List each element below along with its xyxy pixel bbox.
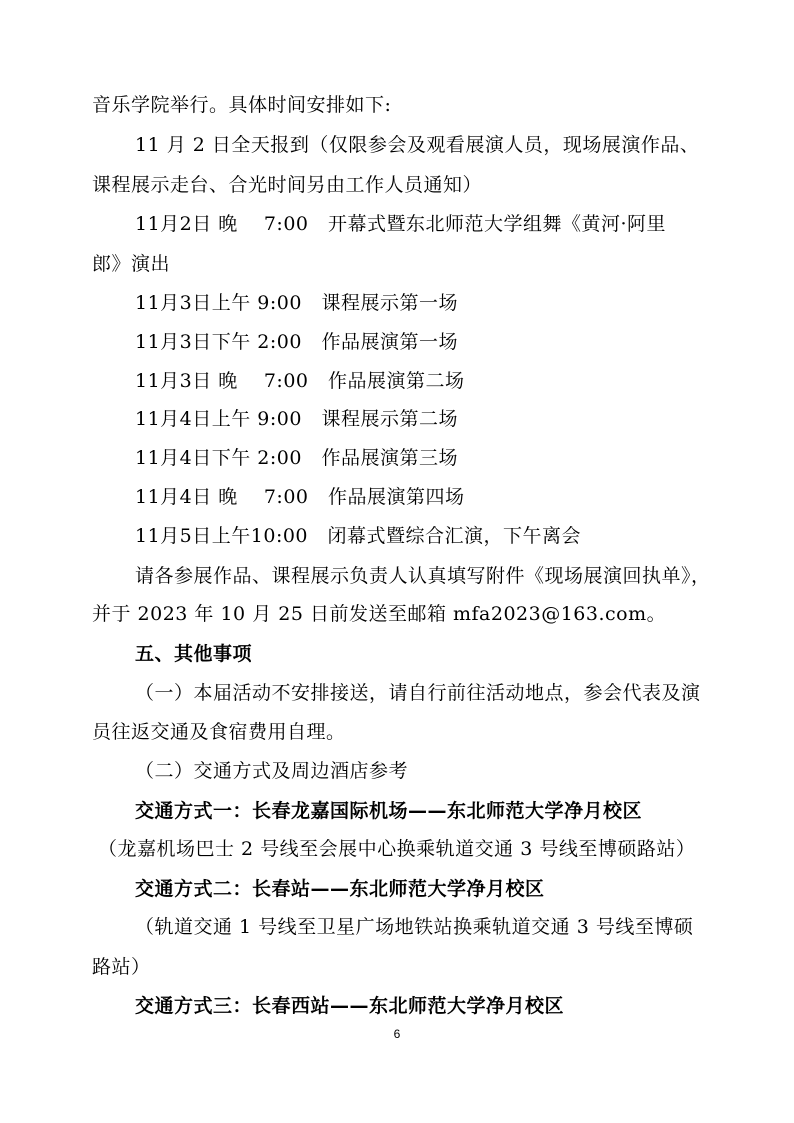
transport-heading: 交通方式三：长春西站——东北师范大学净月校区 bbox=[135, 995, 565, 1017]
text-line: 路站） bbox=[92, 956, 151, 978]
section-heading: 五、其他事项 bbox=[135, 643, 253, 665]
text-line: （一）本届活动不安排接送，请自行前往活动地点，参会代表及演 bbox=[135, 682, 701, 704]
schedule-line: 11月3日 晚 7:00 作品展演第二场 bbox=[135, 370, 465, 392]
page-number: 6 bbox=[393, 1027, 401, 1041]
schedule-line: 11月3日下午 2:00 作品展演第一场 bbox=[135, 331, 458, 353]
text-line: 请各参展作品、课程展示负责人认真填写附件《现场展演回执单》， bbox=[135, 565, 711, 587]
text-line: 音乐学院举行。具体时间安排如下: bbox=[92, 94, 392, 116]
text-line: （轨道交通 1 号线至卫星广场地铁站换乘轨道交通 3 号线至博硕 bbox=[135, 916, 694, 938]
text-line: （龙嘉机场巴士 2 号线至会展中心换乘轨道交通 3 号线至博硕路站） bbox=[98, 838, 696, 860]
text-line: 11 月 2 日全天报到（仅限参会及观看展演人员，现场展演作品、 bbox=[135, 134, 700, 156]
schedule-line: 11月4日 晚 7:00 作品展演第四场 bbox=[135, 486, 465, 508]
subsection-heading: （二）交通方式及周边酒店参考 bbox=[135, 760, 409, 782]
schedule-line: 11月3日上午 9:00 课程展示第一场 bbox=[135, 292, 458, 314]
text-line: 郎》演出 bbox=[92, 253, 171, 275]
text-line: 课程展示走台、合光时间另由工作人员通知） bbox=[92, 174, 483, 196]
schedule-line: 11月5日上午10:00 闭幕式暨综合汇演，下午离会 bbox=[135, 525, 582, 547]
text-line: 11月2日 晚 7:00 开幕式暨东北师范大学组舞《黄河·阿里 bbox=[135, 213, 667, 235]
text-line: 并于 2023 年 10 月 25 日前发送至邮箱 mfa2023@163.com。 bbox=[92, 603, 667, 625]
transport-heading: 交通方式二：长春站——东北师范大学净月校区 bbox=[135, 878, 545, 900]
transport-heading: 交通方式一：长春龙嘉国际机场——东北师范大学净月校区 bbox=[135, 800, 643, 822]
schedule-line: 11月4日上午 9:00 课程展示第二场 bbox=[135, 408, 458, 430]
text-line: 员往返交通及食宿费用自理。 bbox=[92, 721, 346, 743]
schedule-line: 11月4日下午 2:00 作品展演第三场 bbox=[135, 447, 458, 469]
